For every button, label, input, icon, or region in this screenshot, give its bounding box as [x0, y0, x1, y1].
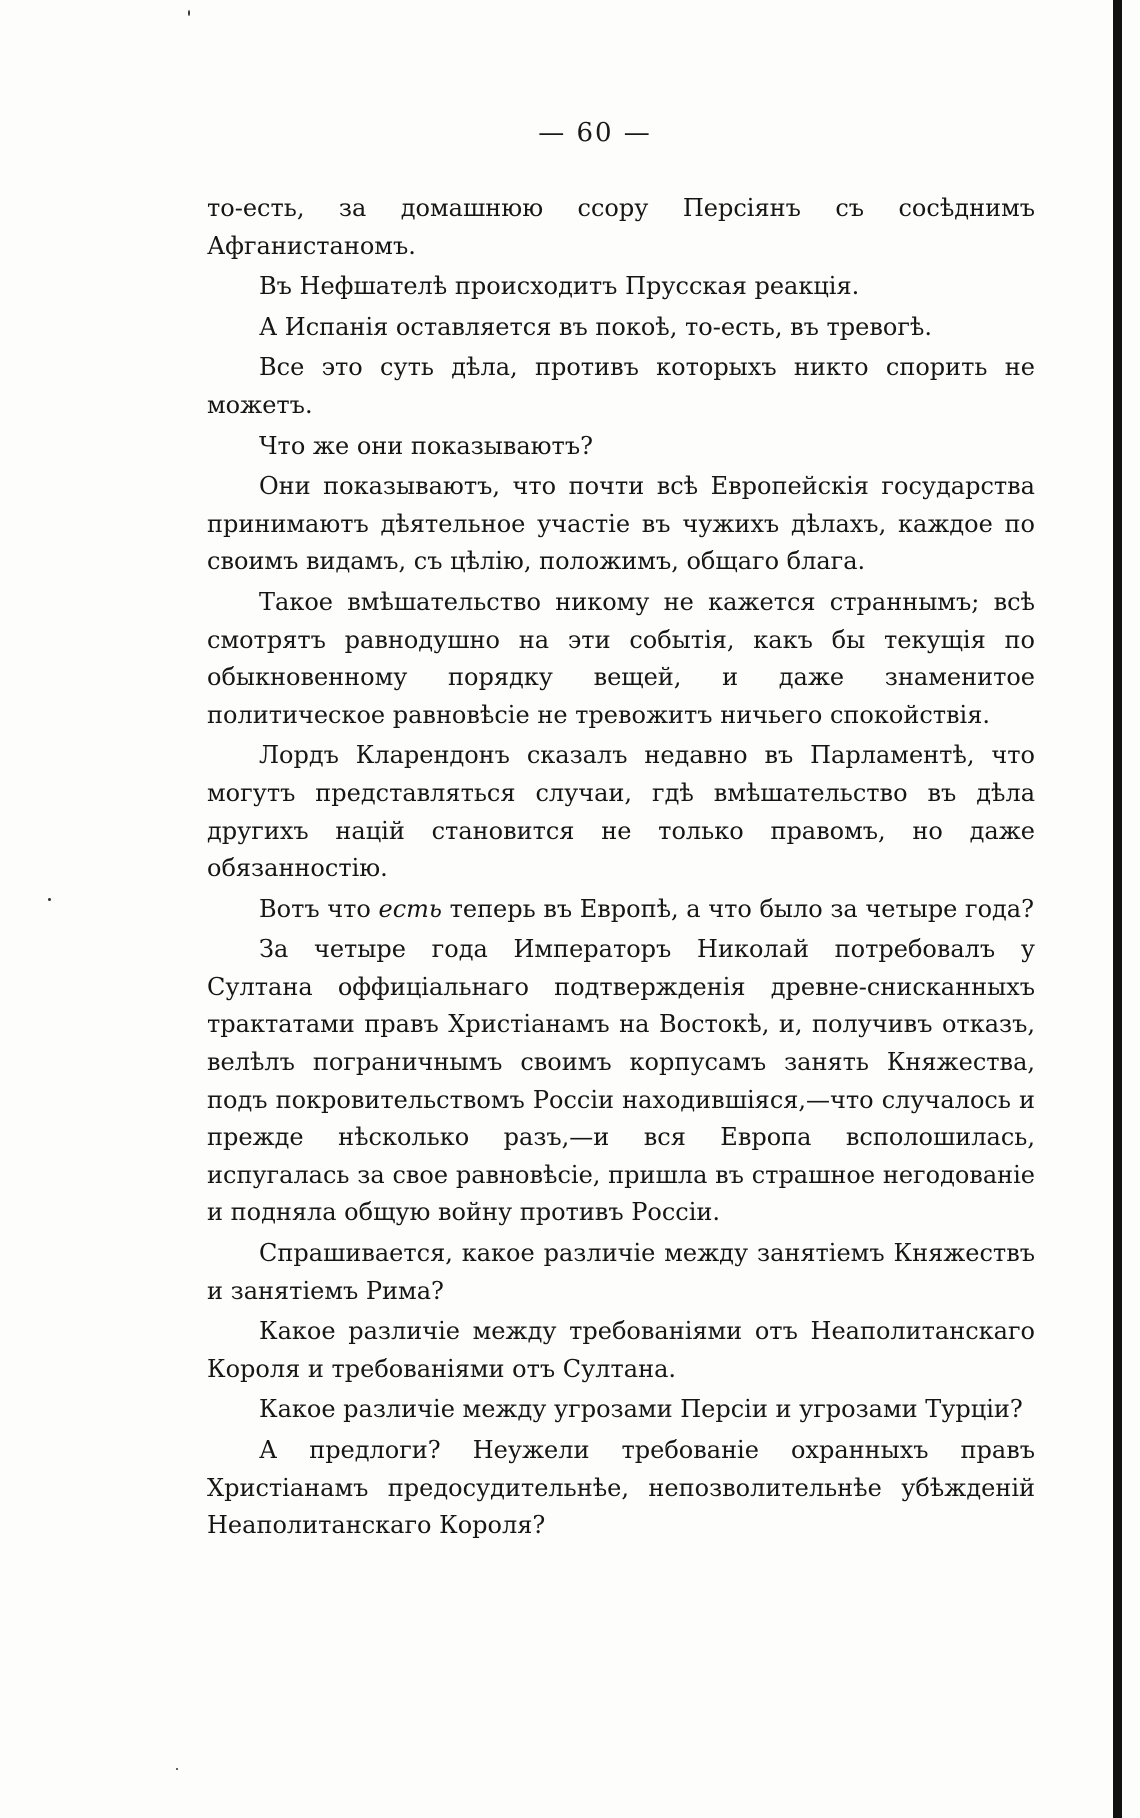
paragraph-4: Все это суть дѣла, противъ которыхъ никто спорить не можетъ. [207, 353, 1035, 419]
paragraph-11: Спрашивается, какое различіе между занятіемъ Княжествъ и занятіемъ Рима? [207, 1239, 1035, 1305]
paragraph-14: А предлоги? Неужели требованіе охранныхъ правъ Христіанамъ предосудительнѣе, непозволительнѣе убѣжденій Неаполитанскаго Короля? [207, 1436, 1035, 1540]
paragraph-10: За четыре года Императоръ Николай потребовалъ у Султана оффиціальнаго подтвержденія древне-снисканныхъ трактатами правъ Христіанамъ на Востокѣ, и, получивъ отказъ, велѣлъ пограничнымъ своимъ корпусамъ занять Княжества, подъ покровительствомъ Россіи находившіяся,—что случалось и прежде нѣсколько разъ,—и вся Европа всполошилась, испугалась за свое равновѣсіе, пришла въ страшное негодованіе и подняла общую войну противъ Россіи. [207, 935, 1035, 1227]
scan-speck [48, 898, 51, 901]
paragraph-3: А Испанія оставляется въ покоѣ, то-есть, въ тревогѣ. [259, 312, 932, 341]
page-number: — 60 — [538, 118, 652, 148]
paragraph-5: Что же они показываютъ? [259, 431, 593, 460]
paragraph-8: Лордъ Кларендонъ сказалъ недавно въ Парламентѣ, что могутъ представляться случаи, гдѣ вмѣшательство въ дѣла другихъ націй становится не только правомъ, но даже обязанностію. [207, 741, 1035, 883]
body-text [207, 190, 1035, 1548]
paragraph-9-start: Вотъ что [259, 894, 379, 923]
scan-speck [176, 1768, 178, 1770]
paragraph-6: Они показываютъ, что почти всѣ Европейскія государства принимаютъ дѣятельное участіе въ чужихъ дѣлахъ, каждое по своимъ видамъ, съ цѣлію, положимъ, общаго блага. [207, 472, 1035, 576]
paragraph-13: Какое различіе между угрозами Персіи и угрозами Турціи? [259, 1395, 1023, 1424]
paragraph-2: Въ Нефшателѣ происходитъ Прусская реакція. [259, 272, 860, 301]
paragraph-7: Такое вмѣшательство никому не кажется страннымъ; всѣ смотрятъ равнодушно на эти событія, какъ бы текущія по обыкновенному порядку вещей, и даже знаменитое политическое равновѣсіе не тревожитъ ничьего спокойствія. [207, 587, 1035, 729]
paragraph-12: Какое различіе между требованіями отъ Неаполитанскаго Короля и требованіями отъ Султана. [207, 1317, 1035, 1383]
paragraph-1: то-есть, за домашнюю ссору Персіянъ съ сосѣднимъ Афганистаномъ. [207, 194, 1035, 260]
emphasized-word: есть [378, 894, 442, 923]
paragraph-9-end: теперь въ Европѣ, а что было за четыре года? [441, 894, 1034, 923]
paragraph-9 [207, 891, 1035, 929]
scan-speck [188, 10, 190, 16]
scan-edge-shadow [1113, 0, 1122, 1818]
